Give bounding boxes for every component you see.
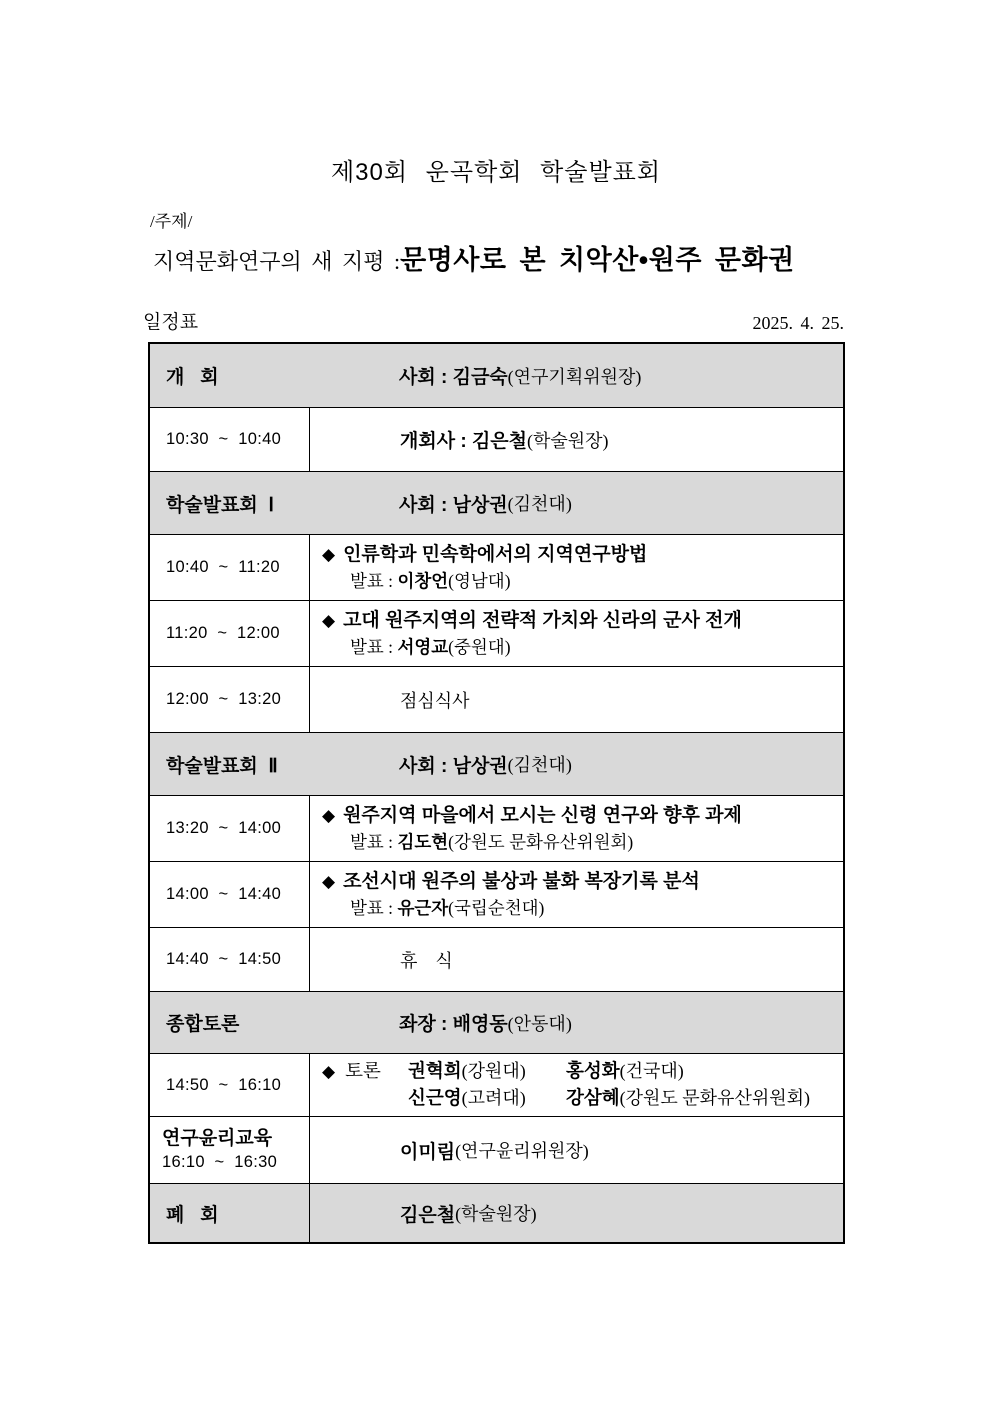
schedule-date: 2025. 4. 25. (752, 313, 844, 333)
topic-prefix: 지역문화연구의 새 지평 : (153, 249, 401, 274)
discussant-name: 홍성화 (566, 1060, 620, 1082)
time-range: 10:30 ~ 10:40 (166, 430, 282, 448)
discussant-name: 권혁희 (408, 1060, 462, 1082)
table-row-session2-section (150, 732, 843, 795)
presentation-title: 원주지역 마을에서 모시는 신령 연구와 향후 과제 (343, 804, 742, 826)
presenter-name: 김도현 (397, 831, 449, 852)
chair-affiliation: (김천대) (507, 494, 572, 514)
time-range: 12:00 ~ 13:20 (166, 690, 282, 708)
presentation-title-line (322, 542, 647, 569)
discussant-name: 신근영 (408, 1087, 462, 1108)
time-cell (150, 535, 310, 600)
presenter-name: 유근자 (397, 897, 449, 918)
table-row-lunch (150, 666, 843, 732)
table-row-opening-address (150, 407, 843, 471)
time-range: 14:40 ~ 14:50 (166, 950, 282, 968)
presenter-name: 서영교 (397, 636, 449, 657)
section-label: 폐 회 (166, 1204, 219, 1226)
chair-affiliation: (연구기획위원장) (507, 366, 642, 387)
chair-name: 사회 : 남상권 (399, 755, 508, 777)
discussant (408, 1059, 566, 1084)
event-affiliation: (연구윤리위원장) (455, 1141, 589, 1161)
schedule-table (148, 342, 845, 1244)
table-row-opening-section (150, 344, 843, 407)
table-row-session1-section (150, 471, 843, 534)
event-affiliation: (학술원장) (527, 430, 609, 451)
chair-name: 좌장 : 배영동 (399, 1014, 508, 1035)
discussion-label: 토론 (345, 1060, 381, 1082)
chair-affiliation: (안동대) (507, 1013, 572, 1034)
event-title: 휴 식 (400, 950, 453, 971)
discussant (566, 1059, 810, 1084)
event-speaker: 이미림 (400, 1141, 456, 1163)
section-label: 학술발표회 Ⅰ (166, 494, 274, 516)
chair-affiliation: (김천대) (507, 755, 572, 775)
time-range: 14:50 ~ 16:10 (166, 1075, 282, 1094)
section-label-cell (150, 992, 310, 1053)
event-cell (310, 928, 843, 991)
time-cell (150, 796, 310, 861)
discussion-lead (322, 1059, 408, 1084)
topic-label: /주제/ (150, 212, 193, 231)
presentation-title-line (322, 608, 742, 635)
section-label-cell (150, 1184, 310, 1242)
time-range: 10:40 ~ 11:20 (166, 558, 280, 576)
table-row-presentation (150, 795, 843, 861)
table-row-break (150, 927, 843, 991)
section-label: 개 회 (166, 367, 219, 388)
discussion-cell (310, 1054, 843, 1116)
time-cell (150, 862, 310, 927)
table-row-presentation (150, 600, 843, 666)
section-label: 종합토론 (166, 1014, 240, 1035)
presenter-affiliation: (강원도 문화유산위원회) (448, 831, 634, 852)
event-speaker: 김은철 (400, 1204, 456, 1226)
discussant (408, 1086, 566, 1111)
diamond-bullet-icon: ◆ (322, 1062, 336, 1082)
section-label-cell (150, 472, 310, 534)
diamond-bullet-icon: ◆ (322, 544, 336, 564)
time-cell (150, 667, 310, 732)
chair-name: 사회 : 남상권 (399, 494, 508, 516)
page-title: 제30회 운곡학회 학술발표회 (330, 159, 662, 186)
chair-name: 사회 : 김금숙 (399, 367, 508, 388)
time-cell (150, 601, 310, 666)
time-range: 11:20 ~ 12:00 (166, 624, 280, 642)
discussant (566, 1086, 810, 1111)
presenter-line (350, 896, 544, 921)
chair-cell (310, 344, 843, 407)
diamond-bullet-icon: ◆ (322, 610, 336, 630)
time-cell (150, 928, 310, 991)
event-title: 점심식사 (400, 690, 470, 711)
presenter-affiliation: (국립순천대) (448, 897, 545, 918)
presentation-title-line (322, 803, 742, 830)
presenter-label: 발표 : (350, 831, 398, 852)
topic-line (153, 238, 846, 277)
chair-cell (310, 992, 843, 1053)
chair-cell (310, 733, 843, 795)
time-cell (150, 1054, 310, 1116)
section-label-cell (150, 344, 310, 407)
ethics-label-cell (150, 1117, 310, 1183)
event-cell (310, 1184, 843, 1242)
chair-cell (310, 472, 843, 534)
presenter-label: 발표 : (350, 636, 398, 657)
event-cell (310, 667, 843, 732)
presenter-label: 발표 : (350, 897, 398, 918)
time-range: 14:00 ~ 14:40 (166, 885, 282, 903)
presentation-cell (310, 601, 843, 666)
discussant-affiliation: (고려대) (461, 1088, 526, 1108)
discussant-name: 강삼혜 (566, 1087, 620, 1108)
presentation-cell (310, 796, 843, 861)
table-row-discussion (150, 1053, 843, 1116)
presenter-label: 발표 : (350, 570, 398, 591)
section-label: 학술발표회 Ⅱ (166, 755, 278, 777)
event-affiliation: (학술원장) (455, 1204, 537, 1224)
discussant-affiliation: (강원도 문화유산위원회) (619, 1088, 810, 1108)
presentation-title-line (322, 869, 700, 896)
event-cell (310, 1117, 843, 1183)
presenter-line (350, 830, 633, 855)
topic-main-title: 문명사로 본 치악산•원주 문화권 (400, 245, 795, 275)
presentation-cell (310, 862, 843, 927)
presenter-affiliation: (중원대) (448, 636, 511, 657)
presenter-line (350, 635, 511, 660)
discussant-affiliation: (강원대) (461, 1061, 526, 1082)
time-range: 16:10 ~ 16:30 (162, 1152, 278, 1171)
event-title: 개회사 : 김은철 (400, 431, 528, 452)
presentation-title: 인류학과 민속학에서의 지역연구방법 (343, 543, 648, 565)
presentation-cell (310, 535, 843, 600)
discussant-affiliation: (건국대) (619, 1061, 684, 1082)
time-cell (150, 408, 310, 471)
ethics-label: 연구윤리교육 (162, 1127, 273, 1149)
presentation-title: 고대 원주지역의 전략적 가치와 신라의 군사 전개 (343, 609, 742, 631)
table-row-ethics (150, 1116, 843, 1183)
schedule-label: 일정표 (143, 312, 199, 333)
presenter-affiliation: (영남대) (448, 570, 511, 591)
presentation-title: 조선시대 원주의 불상과 불화 복장기록 분석 (343, 870, 700, 892)
table-row-presentation (150, 861, 843, 927)
event-cell (310, 408, 843, 471)
schedule-header (143, 307, 844, 334)
section-label-cell (150, 733, 310, 795)
table-row-presentation (150, 534, 843, 600)
time-range: 13:20 ~ 14:00 (166, 819, 282, 837)
discussants-grid (322, 1059, 810, 1111)
presenter-line (350, 569, 511, 594)
diamond-bullet-icon: ◆ (322, 805, 336, 825)
presenter-name: 이창언 (397, 570, 449, 591)
table-row-discussion-section (150, 991, 843, 1053)
table-row-closing (150, 1183, 843, 1242)
diamond-bullet-icon: ◆ (322, 871, 336, 891)
